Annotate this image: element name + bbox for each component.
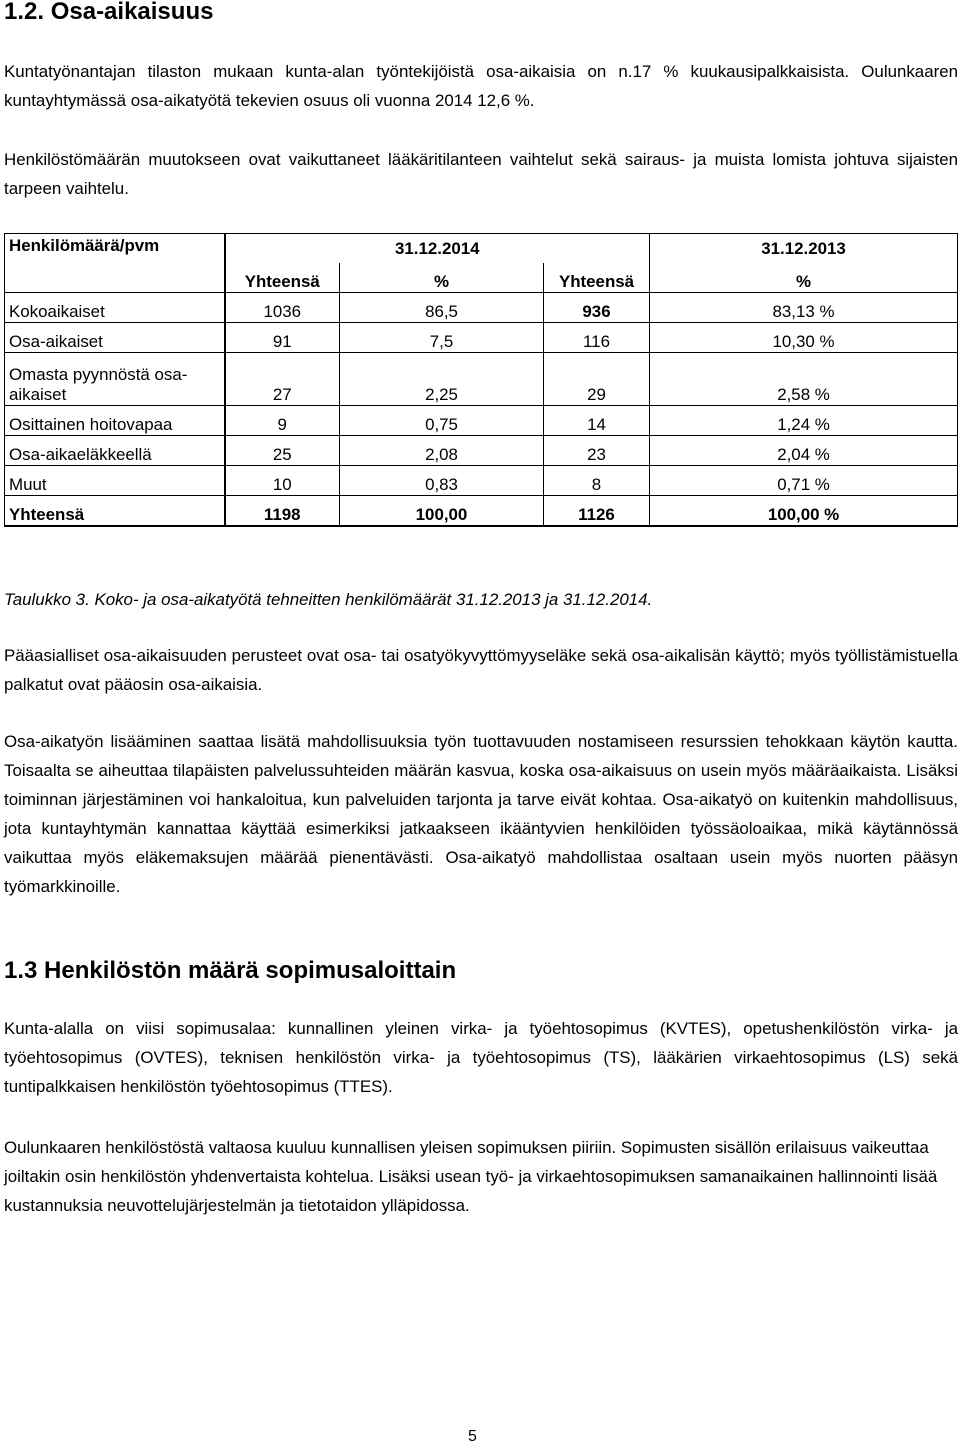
cell-count-2013: 8 bbox=[544, 466, 650, 496]
cell-percent-2013: 1,24 % bbox=[650, 406, 958, 436]
cell-count-2014: 1036 bbox=[225, 293, 340, 323]
cell-percent-2013: 2,58 % bbox=[650, 353, 958, 406]
row-label: Osittainen hoitovapaa bbox=[5, 406, 225, 436]
table-row bbox=[5, 323, 958, 353]
row-label: Osa-aikaiset bbox=[5, 323, 225, 353]
paragraph-part-time-share: Kuntatyönantajan tilaston mukaan kunta-alan työntekijöistä osa-aikaisia on n.17 % kuukausipalkkaisista. Oulunkaaren kuntayhtymässä osa-aikatyötä tekevien osuus oli vuonna 2014 12,6 %. bbox=[4, 62, 958, 110]
cell-percent-2014: 2,25 bbox=[340, 353, 544, 406]
cell-count-2014: 91 bbox=[225, 323, 340, 353]
table-date-2013: 31.12.2013 bbox=[650, 234, 958, 264]
cell-percent-2014: 100,00 bbox=[340, 496, 544, 527]
cell-percent-2014: 0,83 bbox=[340, 466, 544, 496]
cell-percent-2013: 10,30 % bbox=[650, 323, 958, 353]
row-label: Kokoaikaiset bbox=[5, 293, 225, 323]
cell-count-2013: 23 bbox=[544, 436, 650, 466]
cell-count-2014: 25 bbox=[225, 436, 340, 466]
page-number: 5 bbox=[468, 1428, 477, 1445]
table-subheader-total-2014: Yhteensä bbox=[225, 263, 340, 293]
row-label: Osa-aikaeläkkeellä bbox=[5, 436, 225, 466]
table-subheader-total-2013: Yhteensä bbox=[544, 263, 650, 293]
cell-percent-2014: 0,75 bbox=[340, 406, 544, 436]
table-row bbox=[5, 436, 958, 466]
cell-count-2014: 9 bbox=[225, 406, 340, 436]
cell-count-2013: 936 bbox=[544, 293, 650, 323]
cell-count-2013: 14 bbox=[544, 406, 650, 436]
cell-percent-2014: 86,5 bbox=[340, 293, 544, 323]
table-row bbox=[5, 353, 958, 406]
paragraph-part-time-effects: Osa-aikatyön lisääminen saattaa lisätä mahdollisuuksia työn tuottavuuden nostamiseen resurssien tehokkaan käytön kautta. Toisaalta se aiheuttaa tilapäisten palvelussuhteiden määrän kasvua, koska osa-aikaisuus on usein myös määräaikaista. Lisäksi toiminnan järjestäminen voi hankaloitua, kun palveluiden tarjonta ja tarve eivät kohtaa. Osa-aikatyö on kuitenkin mahdollisuus, jota kuntayhtymän kannattaa käyttää esimerkiksi jatkaakseen ikääntyvien henkilöiden työssäoloaikaa, mikä käytännössä vaikuttaa myös eläkemaksujen määrää pienentävästi. Osa-aikatyö mahdollistaa osaltaan usein myös nuorten pääsyn työmarkkinoille. bbox=[4, 732, 958, 896]
cell-percent-2013: 0,71 % bbox=[650, 466, 958, 496]
table-caption: Taulukko 3. Koko- ja osa-aikatyötä tehneitten henkilömäärät 31.12.2013 ja 31.12.2014. bbox=[4, 590, 653, 609]
table-row-total bbox=[5, 496, 958, 527]
table-row bbox=[5, 466, 958, 496]
cell-count-2013: 1126 bbox=[544, 496, 650, 527]
table-header-dates bbox=[5, 234, 958, 264]
row-label: Yhteensä bbox=[5, 496, 225, 527]
cell-percent-2013: 83,13 % bbox=[650, 293, 958, 323]
section-heading-sopimusaloittain: 1.3 Henkilöstön määrä sopimusaloittain bbox=[4, 957, 457, 984]
paragraph-staff-changes: Henkilöstömäärän muutokseen ovat vaikuttaneet lääkäritilanteen vaihtelut sekä sairaus- ja muista lomista johtuva sijaisten tarpeen vaihtelu. bbox=[4, 150, 958, 198]
cell-percent-2014: 7,5 bbox=[340, 323, 544, 353]
section-heading-osa-aikaisuus: 1.2. Osa-aikaisuus bbox=[4, 0, 214, 25]
table-subheader-percent-2014: % bbox=[340, 263, 544, 293]
row-label: Omasta pyynnöstä osa-aikaiset bbox=[5, 353, 225, 406]
cell-count-2014: 1198 bbox=[225, 496, 340, 527]
cell-count-2013: 29 bbox=[544, 353, 650, 406]
cell-percent-2013: 2,04 % bbox=[650, 436, 958, 466]
cell-count-2014: 27 bbox=[225, 353, 340, 406]
table-corner-label: Henkilömäärä/pvm bbox=[5, 234, 225, 293]
cell-count-2013: 116 bbox=[544, 323, 650, 353]
cell-percent-2013: 100,00 % bbox=[650, 496, 958, 527]
table-row bbox=[5, 406, 958, 436]
paragraph-contract-areas: Kunta-alalla on viisi sopimusalaa: kunnallinen yleinen virka- ja työehtosopimus (KVTES), opetushenkilöstön virka- ja työehtosopimus (OVTES), teknisen henkilöstön virka- ja työehtosopimus (TS), lääkärien virkaehtosopimus (LS) sekä tuntipalkkaisen henkilöstön työehtosopimus (TTES). bbox=[4, 1019, 958, 1096]
table-subheader-percent-2013: % bbox=[650, 263, 958, 293]
cell-percent-2014: 2,08 bbox=[340, 436, 544, 466]
staff-count-table bbox=[4, 233, 958, 527]
paragraph-contract-distribution: Oulunkaaren henkilöstöstä valtaosa kuuluu kunnallisen yleisen sopimuksen piiriin. Sopimusten sisällön erilaisuus vaikeuttaa joiltakin osin henkilöstön yhdenvertaista kohtelua. Lisäksi usean työ- ja virkaehtosopimuksen samanaikainen hallinnointi lisää kustannuksia neuvottelujärjestelmän ja tietotaidon ylläpidossa. bbox=[4, 1138, 938, 1215]
table-date-2014: 31.12.2014 bbox=[225, 234, 650, 264]
paragraph-part-time-grounds: Pääasialliset osa-aikaisuuden perusteet ovat osa- tai osatyökyvyttömyyseläke sekä osa-aikalisän käyttö; myös työllistämistuella palkatut ovat pääosin osa-aikaisia. bbox=[4, 646, 958, 694]
row-label: Muut bbox=[5, 466, 225, 496]
table-row bbox=[5, 293, 958, 323]
cell-count-2014: 10 bbox=[225, 466, 340, 496]
